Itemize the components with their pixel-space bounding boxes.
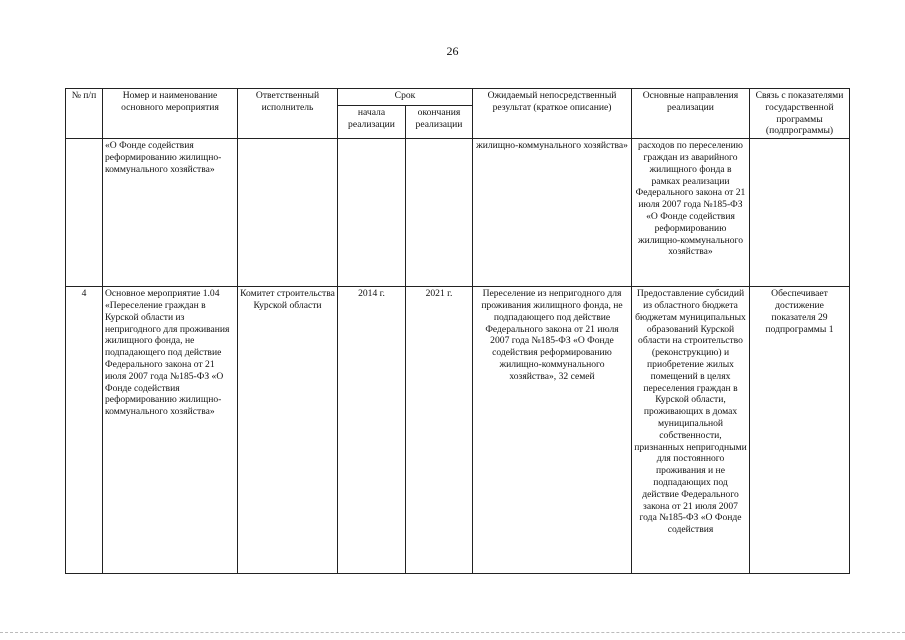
cell-start bbox=[338, 139, 406, 287]
header-link: Связь с показателями государственной программы (подпрограммы) bbox=[750, 89, 850, 139]
header-directions: Основные направления реализации bbox=[632, 89, 750, 139]
cell-executor bbox=[238, 139, 338, 287]
header-result: Ожидаемый непосредственный результат (краткое описание) bbox=[473, 89, 632, 139]
cell-end: 2021 г. bbox=[406, 287, 473, 574]
cell-executor: Комитет строительства Курской области bbox=[238, 287, 338, 574]
cell-directions: Предоставление субсидий из областного бюджета бюджетам муниципальных образований Курской области на строительство (реконструкцию) и приобретение жилых помещений в целях переселения граждан в Курской области, проживающих в домах муниципальной собственности, признанных непригодными для постоянного проживания и не подпадающих под действие Федерального закона от 21 июля 2007 года №185-ФЗ «О Фонде содействия bbox=[632, 287, 750, 574]
header-executor: Ответственный исполнитель bbox=[238, 89, 338, 139]
header-name: Номер и наименование основного мероприятия bbox=[103, 89, 238, 139]
cell-link: Обеспечивает достижение показателя 29 подпрограммы 1 bbox=[750, 287, 850, 574]
cell-directions: расходов по переселению граждан из аварийного жилищного фонда в рамках реализации Федерального закона от 21 июля 2007 года №185-ФЗ «О Фонде содействия реформированию жилищно-коммунального хозяйства» bbox=[632, 139, 750, 287]
cell-result: Переселение из непригодного для проживания жилищного фонда, не подпадающего под действие Федерального закона от 21 июля 2007 года №185-ФЗ «О Фонде содействия реформированию жилищно-коммунального хозяйства», 32 семей bbox=[473, 287, 632, 574]
cell-end bbox=[406, 139, 473, 287]
page-number: 26 bbox=[446, 44, 459, 58]
cell-name: «О Фонде содействия реформированию жилищно-коммунального хозяйства» bbox=[103, 139, 238, 287]
table-row bbox=[66, 287, 850, 574]
cell-result: жилищно-коммунального хозяйства» bbox=[473, 139, 632, 287]
program-activities-table bbox=[65, 88, 850, 574]
cell-num bbox=[66, 139, 103, 287]
header-term: Срок bbox=[338, 89, 473, 106]
page-edge-divider bbox=[0, 632, 905, 633]
header-start: начала реализации bbox=[338, 105, 406, 138]
table-header-row bbox=[66, 89, 850, 106]
cell-start: 2014 г. bbox=[338, 287, 406, 574]
cell-link bbox=[750, 139, 850, 287]
table-row bbox=[66, 139, 850, 287]
header-num: № п/п bbox=[66, 89, 103, 139]
cell-num: 4 bbox=[66, 287, 103, 574]
header-end: окончания реализации bbox=[406, 105, 473, 138]
cell-name: Основное мероприятие 1.04 «Переселение граждан в Курской области из непригодного для проживания жилищного фонда, не подпадающего под действие Федерального закона от 21 июля 2007 года №185-ФЗ «О Фонде содействия реформированию жилищно-коммунального хозяйства» bbox=[103, 287, 238, 574]
